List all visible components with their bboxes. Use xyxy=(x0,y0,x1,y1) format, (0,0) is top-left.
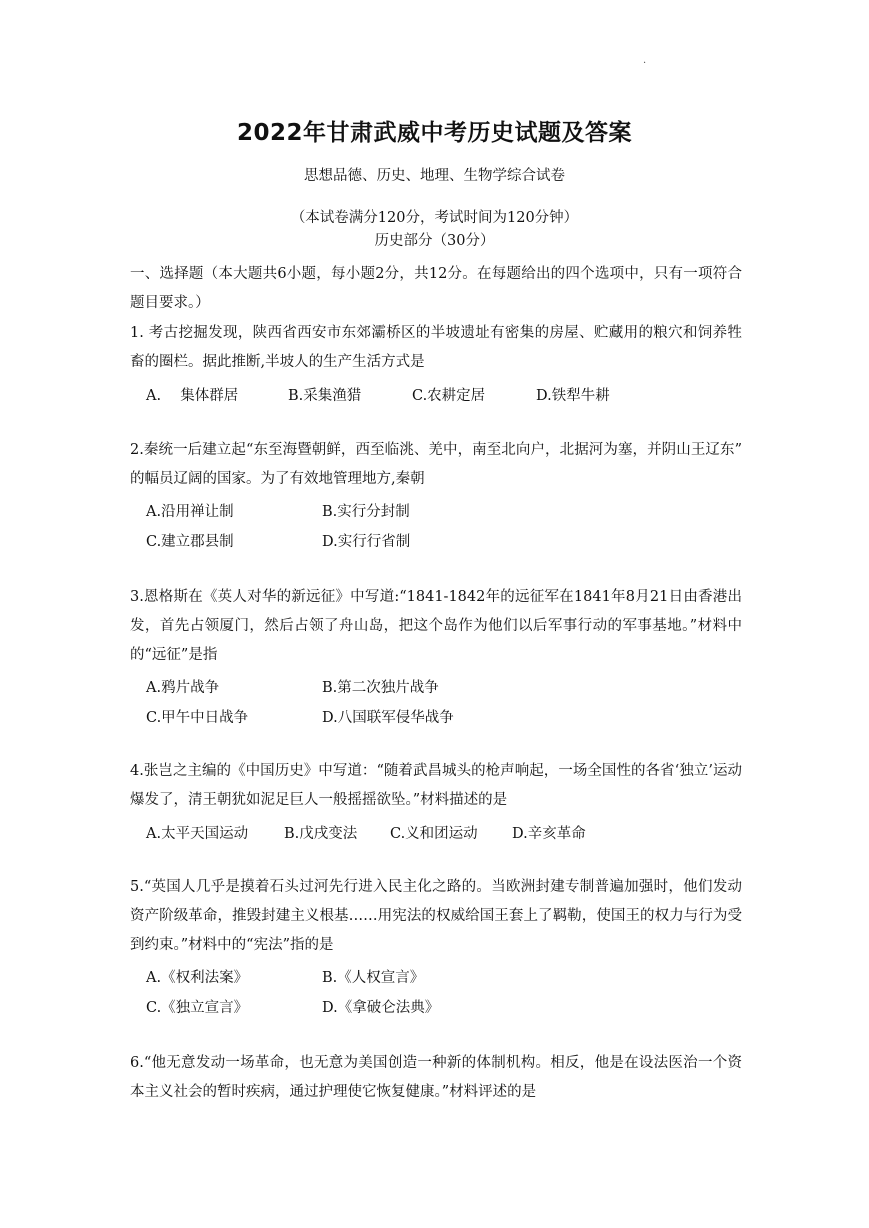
option-c: C.《独立宣言》 xyxy=(146,1000,249,1016)
option-a: A.沿用禅让制 xyxy=(146,504,234,520)
option-a: A.《权利法案》 xyxy=(146,970,249,986)
option-d: D.辛亥革命 xyxy=(512,826,586,842)
option-d: D.《拿破仑法典》 xyxy=(322,1000,440,1016)
section-heading: 历史部分（30分） xyxy=(374,233,495,249)
question-5-stem: 5.“英国人几乎是摸着石头过河先行进入民主化之路的。当欧洲封建专制普遍加强时，他们发动资产阶级革命，推毁封建主义根基……用宪法的权威给国王套上了羁勒，使国王的权力与行为受到约束。”材料中的“宪法”指的是 xyxy=(130,879,742,953)
option-b: B.戊戌变法 xyxy=(284,826,358,842)
paper-subtitle: 思想品德、历史、地理、生物学综合试卷 xyxy=(304,168,565,184)
question-6-stem: 6.“他无意发动一场革命，也无意为美国创造一种新的体制机构。相反，他是在设法医治一个资本主义社会的暂时疾病，通过护理使它恢复健康。”材料评述的是 xyxy=(130,1055,742,1100)
option-c: C.义和团运动 xyxy=(390,826,478,842)
instructions: 一、选择题（本大题共6小题，每小题2分，共12分。在每题给出的四个选项中，只有一项符合题目要求。） xyxy=(130,266,742,311)
option-d: D.八国联军侵华战争 xyxy=(322,710,454,726)
option-d: D.实行行省制 xyxy=(322,534,411,550)
option-a: A.太平天国运动 xyxy=(146,826,249,842)
option-a: A. 集体群居 xyxy=(146,388,239,404)
question-3-stem: 3.恩格斯在《英人对华的新远征》中写道:“1841-1842年的远征军在1841年8月21日由香港出发，首先占领厦门，然后占领了舟山岛，把这个岛作为他们以后军事行动的军事基地。”材料中的“远征”是指 xyxy=(130,589,742,663)
exam-info: （本试卷满分120分，考试时间为120分钟） xyxy=(290,210,579,226)
option-c: C.农耕定居 xyxy=(412,388,486,404)
option-b: B.实行分封制 xyxy=(322,504,410,520)
option-d: D.铁犁牛耕 xyxy=(536,388,610,404)
question-1-stem: 1. 考古挖掘发现，陕西省西安市东郊灞桥区的半坡遗址有密集的房屋、贮藏用的粮穴和饲养牲畜的圈栏。据此推断,半坡人的生产生活方式是 xyxy=(130,325,742,370)
question-2-stem: 2.秦统一后建立起“东至海暨朝鲜，西至临洮、羌中，南至北向户，北据河为塞，并阴山王辽东” 的幅员辽阔的国家。为了有效地管理地方,秦朝 xyxy=(130,442,742,487)
question-4-stem: 4.张岂之主编的《中国历史》中写道：“随着武昌城头的枪声响起，一场全国性的各省‘独立’运动爆发了，清王朝犹如泥足巨人一般摇摇欲坠。”材料描述的是 xyxy=(130,763,742,808)
option-b: B.采集渔猎 xyxy=(288,388,362,404)
option-a: A.鸦片战争 xyxy=(146,680,220,696)
header-dot: · xyxy=(643,58,647,69)
option-c: C.甲午中日战争 xyxy=(146,710,249,726)
option-b: B.《人权宣言》 xyxy=(322,970,425,986)
option-c: C.建立郡县制 xyxy=(146,534,234,550)
option-b: B.第二次独片战争 xyxy=(322,680,439,696)
page-title: 2022年甘肃武威中考历史试题及答案 xyxy=(236,120,632,146)
